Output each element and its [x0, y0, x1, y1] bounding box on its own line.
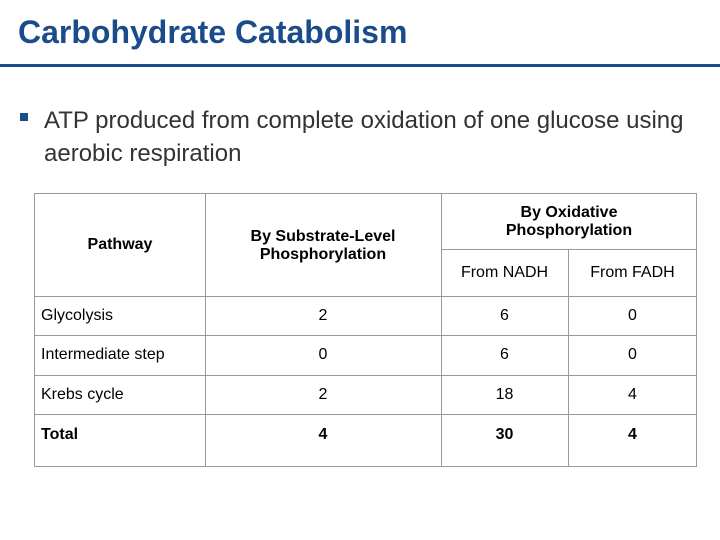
table-row-nadh: 6 — [500, 306, 509, 324]
table-row-pathway: Glycolysis — [41, 306, 114, 324]
header-from-fadh: From FADH — [590, 264, 675, 281]
header-oxidative: By Oxidative Phosphorylation — [505, 203, 633, 239]
bullet-text: ATP produced from complete oxidation of one glucose using aerobic respiration — [44, 107, 684, 167]
table-row-nadh: 6 — [500, 346, 509, 363]
table-row-pathway: Intermediate step — [41, 346, 165, 363]
table-row-substrate: 4 — [318, 426, 328, 443]
table-row-fadh: 0 — [628, 346, 637, 363]
table-row-pathway: Total — [41, 426, 79, 443]
header-substrate-level: By Substrate-Level Phosphorylation — [250, 228, 396, 263]
table-row-fadh: 4 — [628, 426, 637, 443]
header-from-nadh: From NADH — [460, 264, 549, 281]
slide-title: Carbohydrate Catabolism — [18, 14, 408, 50]
table-row-substrate: 2 — [318, 306, 328, 324]
table-row-pathway: Krebs cycle — [41, 385, 124, 403]
atp-table — [34, 193, 697, 467]
square-bullet-icon — [20, 113, 28, 121]
table-row-nadh: 30 — [495, 426, 514, 443]
table-row-substrate: 2 — [318, 385, 328, 403]
header-pathway: Pathway — [87, 236, 153, 253]
table-row-fadh: 0 — [628, 306, 637, 324]
table-row-fadh: 4 — [628, 385, 637, 403]
title-underline — [0, 64, 720, 67]
table-row-substrate: 0 — [318, 346, 328, 363]
table-row-nadh: 18 — [495, 385, 514, 403]
